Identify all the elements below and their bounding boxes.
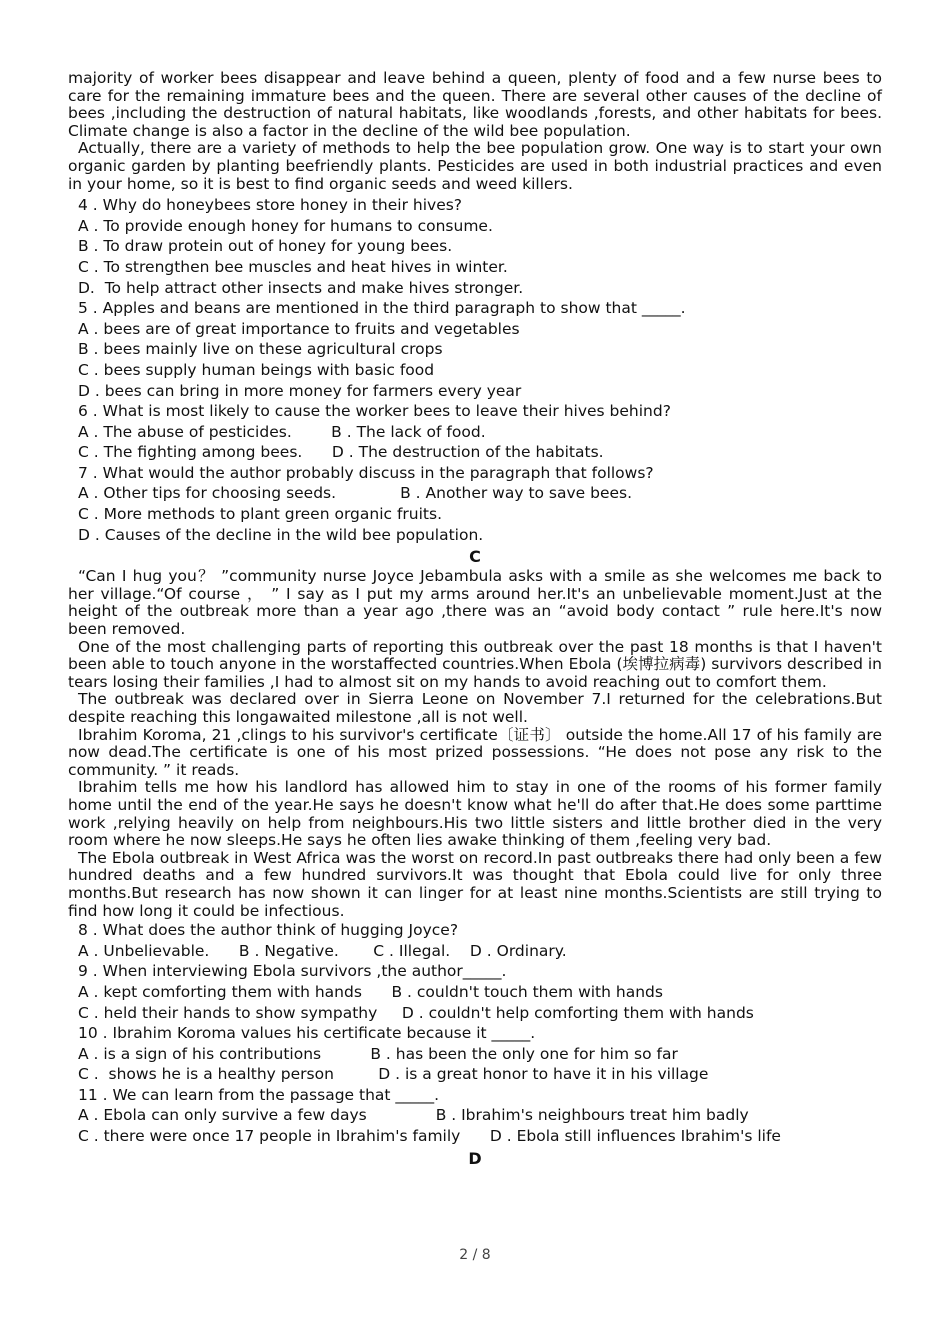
- passage-c-paragraph: Ibrahim tells me how his landlord has allowed him to stay in one of the rooms of his former family home until the end of the year.He says he doesn't know what he'll do after that.He does some parttime work ,relying heavily on help from neighbours.His two little sisters and little brother died in the very room where he now sleeps.He says he often lies awake thinking of them ,feeling very bad.: [68, 778, 882, 850]
- option-line: A . Ebola can only survive a few days B . Ibrahim's neighbours treat him badly: [78, 1106, 749, 1125]
- option-line: C . there were once 17 people in Ibrahim's family D . Ebola still influences Ibrahim's life: [78, 1127, 781, 1146]
- option-line: A . bees are of great importance to fruits and vegetables: [78, 319, 520, 338]
- option-line: A . To provide enough honey for humans to consume.: [78, 216, 493, 235]
- question-line: 8 . What does the author think of hugging Joyce?: [78, 921, 459, 940]
- document-page: [68, 70, 882, 1170]
- passage-c-paragraph: Ibrahim Koroma, 21 ,clings to his survivor's certificate〔证书〕 outside the home.All 17 of his family are now dead.The certificate is one of his most prized possessions. “He does not pose any risk to the community. ” it reads.: [68, 725, 882, 779]
- option-line: A . The abuse of pesticides. B . The lack of food.: [78, 422, 486, 441]
- option-line: C . held their hands to show sympathy D . couldn't help comforting them with hands: [78, 1003, 754, 1022]
- question-line: 5 . Apples and beans are mentioned in the third paragraph to show that _____.: [78, 299, 686, 318]
- option-line: C . The fighting among bees. D . The destruction of the habitats.: [78, 443, 604, 462]
- option-line: D. To help attract other insects and make hives stronger.: [78, 278, 524, 297]
- option-line: A . is a sign of his contributions B . has been the only one for him so far: [78, 1044, 678, 1063]
- option-line: D . Causes of the decline in the wild bee population.: [78, 525, 484, 544]
- question-line: 7 . What would the author probably discuss in the paragraph that follows?: [78, 463, 654, 482]
- passage-c-paragraph: The outbreak was declared over in Sierra Leone on November 7.I returned for the celebrations.But despite reaching this longawaited milestone ,all is not well.: [68, 690, 882, 726]
- passage-c-paragraph: The Ebola outbreak in West Africa was the worst on record.In past outbreaks there had only been a few hundred deaths and a few hundred survivors.It was thought that Ebola could live for only three months.But research has now shown it can linger for at least nine months.Scientists are still trying to find how long it could be infectious.: [68, 848, 882, 920]
- passage-b-paragraph: majority of worker bees disappear and leave behind a queen, plenty of food and a few nurse bees to care for the remaining immature bees and the queen. There are several other causes of the decline of bees ,including the destruction of natural habitats, like woodlands ,forests, and other habitats for bees. Climate change is also a factor in the decline of the wild bee population.: [68, 69, 882, 140]
- option-line: D . bees can bring in more money for farmers every year: [78, 381, 522, 400]
- question-line: 6 . What is most likely to cause the worker bees to leave their hives behind?: [78, 402, 671, 421]
- option-line: C . bees supply human beings with basic food: [78, 360, 435, 379]
- passage-c-paragraph: “Can I hug you？ ”community nurse Joyce Jebambula asks with a smile as she welcomes me back to her village.“Of course ， ” I say as I put my arms around her.It's an unbelievable moment.Just at the height of the outbreak more than a year ago ,there was an “avoid body contact ” rule here.It's now been removed.: [68, 567, 882, 639]
- passage-b-paragraph: Actually, there are a variety of methods to help the bee population grow. One way is to start your own organic garden by planting beefriendly plants. Pesticides are used in both industrial practices and even in your home, so it is best to find organic seeds and weed killers.: [68, 139, 882, 193]
- option-line: A . kept comforting them with hands B . couldn't touch them with hands: [78, 982, 663, 1001]
- page-number: 2 / 8: [459, 1247, 491, 1263]
- option-line: C . More methods to plant green organic fruits.: [78, 505, 443, 524]
- section-heading-d: D: [468, 1148, 482, 1168]
- option-line: C . shows he is a healthy person D . is a great honor to have it in his village: [78, 1065, 709, 1084]
- option-line: C . To strengthen bee muscles and heat hives in winter.: [78, 257, 508, 276]
- section-heading-c: C: [469, 547, 481, 567]
- question-line: 11 . We can learn from the passage that _____.: [78, 1085, 440, 1104]
- passage-c-paragraph: One of the most challenging parts of reporting this outbreak over the past 18 months is that I haven't been able to touch anyone in the worstaffected countries.When Ebola (埃博拉病毒) survivors described in tears losing their families ,I had to almost sit on my hands to avoid reaching out to comfort them.: [68, 637, 882, 691]
- question-line: 9 . When interviewing Ebola survivors ,the author_____.: [78, 962, 507, 981]
- option-line: A . Other tips for choosing seeds. B . Another way to save bees.: [78, 484, 633, 503]
- question-line: 4 . Why do honeybees store honey in their hives?: [78, 196, 463, 215]
- question-line: 10 . Ibrahim Koroma values his certificate because it _____.: [78, 1024, 536, 1043]
- option-line: A . Unbelievable. B . Negative. C . Illegal. D . Ordinary.: [78, 941, 567, 960]
- option-line: B . bees mainly live on these agricultural crops: [78, 340, 443, 359]
- option-line: B . To draw protein out of honey for young bees.: [78, 237, 453, 256]
